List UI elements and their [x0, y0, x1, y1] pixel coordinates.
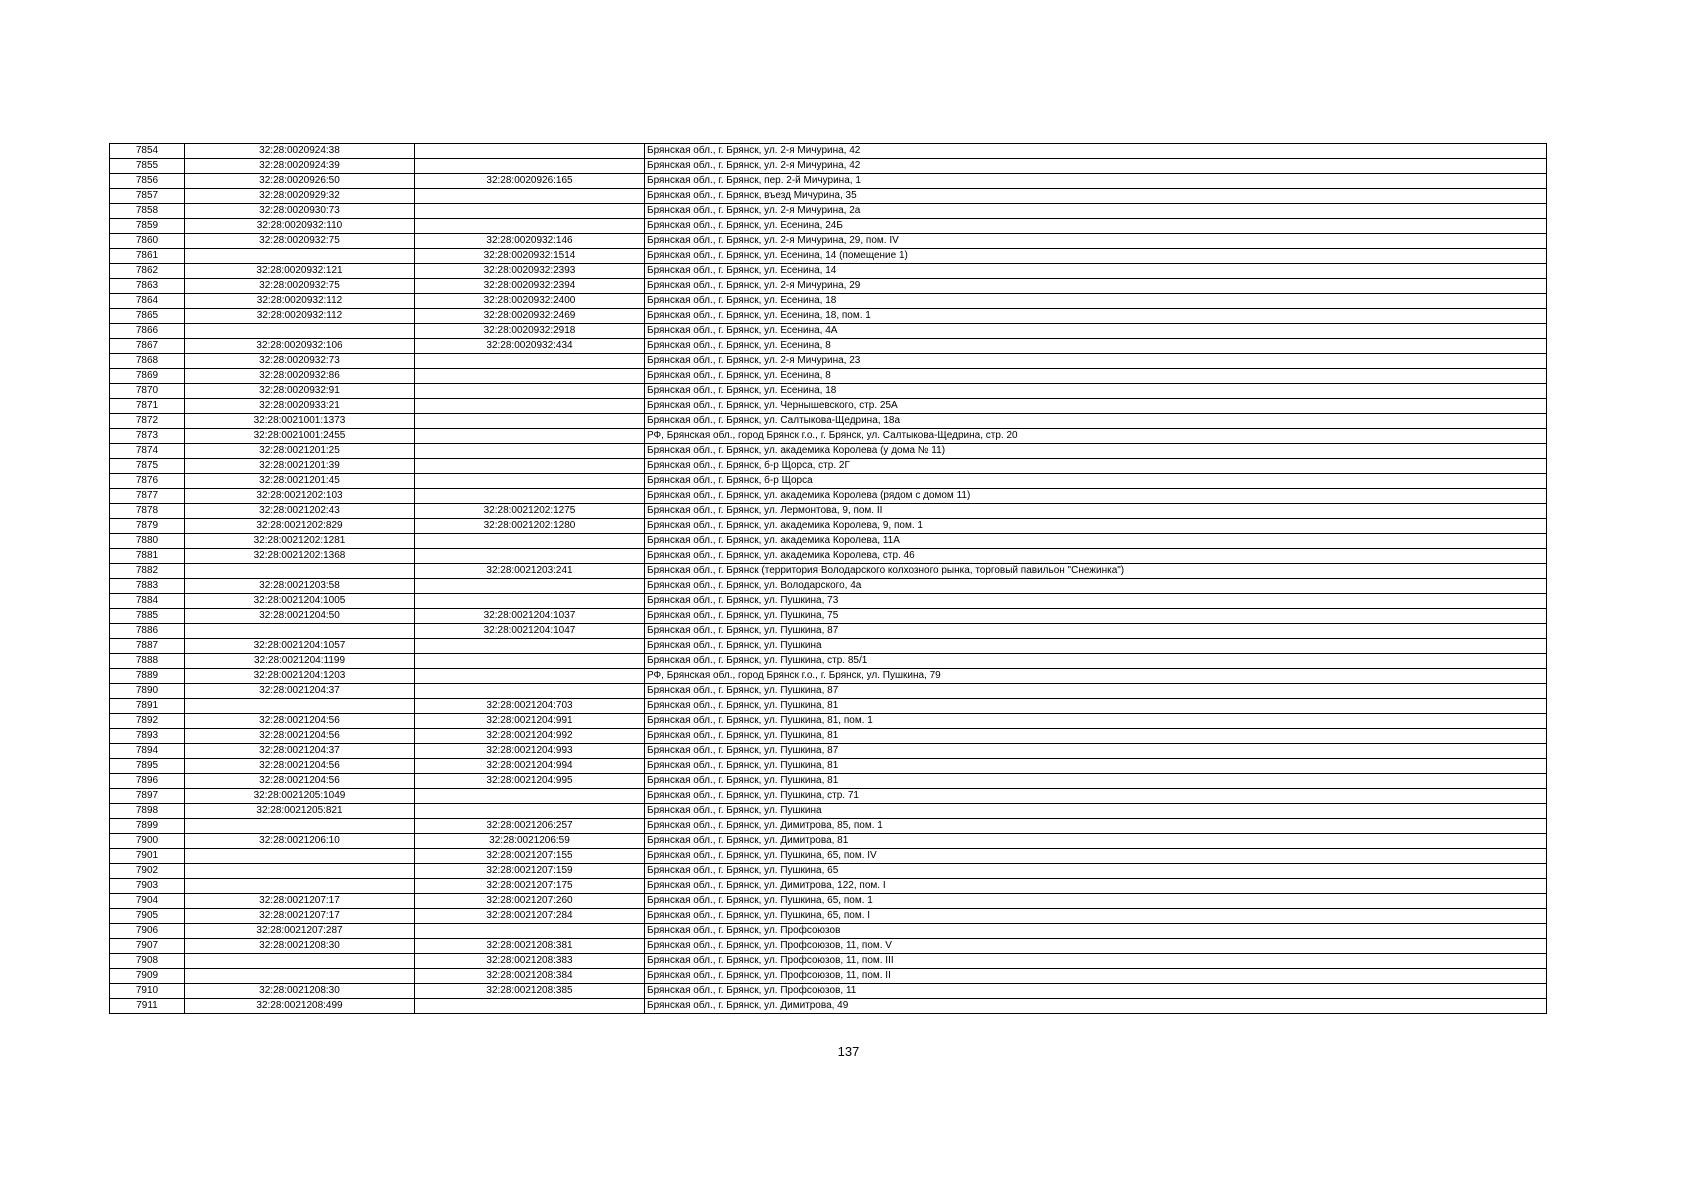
address-cell: Брянская обл., г. Брянск, ул. Пушкина, 81, пом. 1	[645, 714, 1547, 729]
row-number-cell: 7895	[110, 759, 185, 774]
land-cadastral-cell: 32:28:0021207:17	[185, 909, 415, 924]
land-cadastral-cell: 32:28:0021208:30	[185, 984, 415, 999]
land-cadastral-cell: 32:28:0021202:829	[185, 519, 415, 534]
row-number-cell: 7866	[110, 324, 185, 339]
table-row	[110, 474, 1547, 489]
table-row	[110, 729, 1547, 744]
row-number-cell: 7878	[110, 504, 185, 519]
land-cadastral-cell: 32:28:0021204:1005	[185, 594, 415, 609]
address-cell: Брянская обл., г. Брянск, ул. Пушкина, 87	[645, 744, 1547, 759]
row-number-cell: 7875	[110, 459, 185, 474]
object-cadastral-cell	[415, 789, 645, 804]
land-cadastral-cell	[185, 864, 415, 879]
land-cadastral-cell: 32:28:0021204:1199	[185, 654, 415, 669]
land-cadastral-cell: 32:28:0020932:112	[185, 294, 415, 309]
row-number-cell: 7871	[110, 399, 185, 414]
land-cadastral-cell: 32:28:0020932:75	[185, 279, 415, 294]
table-row	[110, 879, 1547, 894]
table-row	[110, 174, 1547, 189]
address-cell: РФ, Брянская обл., город Брянск г.о., г. Брянск, ул. Салтыкова-Щедрина, стр. 20	[645, 429, 1547, 444]
land-cadastral-cell: 32:28:0021202:1281	[185, 534, 415, 549]
object-cadastral-cell	[415, 579, 645, 594]
object-cadastral-cell: 32:28:0020932:2918	[415, 324, 645, 339]
table-row	[110, 609, 1547, 624]
row-number-cell: 7880	[110, 534, 185, 549]
table-row	[110, 294, 1547, 309]
land-cadastral-cell	[185, 849, 415, 864]
property-table	[109, 143, 1547, 1014]
table-row	[110, 639, 1547, 654]
table-row	[110, 789, 1547, 804]
land-cadastral-cell	[185, 624, 415, 639]
row-number-cell: 7859	[110, 219, 185, 234]
land-cadastral-cell: 32:28:0021001:1373	[185, 414, 415, 429]
table-row	[110, 279, 1547, 294]
row-number-cell: 7867	[110, 339, 185, 354]
address-cell: Брянская обл., г. Брянск, ул. Пушкина, 65, пом. I	[645, 909, 1547, 924]
land-cadastral-cell: 32:28:0020926:50	[185, 174, 415, 189]
land-cadastral-cell: 32:28:0020924:39	[185, 159, 415, 174]
object-cadastral-cell: 32:28:0021207:159	[415, 864, 645, 879]
land-cadastral-cell: 32:28:0020932:112	[185, 309, 415, 324]
land-cadastral-cell: 32:28:0020932:73	[185, 354, 415, 369]
address-cell: Брянская обл., г. Брянск, б-р Щорса, стр. 2Г	[645, 459, 1547, 474]
table-row	[110, 699, 1547, 714]
table-row	[110, 549, 1547, 564]
row-number-cell: 7899	[110, 819, 185, 834]
land-cadastral-cell: 32:28:0021206:10	[185, 834, 415, 849]
land-cadastral-cell: 32:28:0020924:38	[185, 144, 415, 159]
land-cadastral-cell	[185, 819, 415, 834]
land-cadastral-cell	[185, 879, 415, 894]
row-number-cell: 7898	[110, 804, 185, 819]
row-number-cell: 7908	[110, 954, 185, 969]
address-cell: Брянская обл., г. Брянск, ул. Пушкина, 87	[645, 684, 1547, 699]
land-cadastral-cell: 32:28:0021205:821	[185, 804, 415, 819]
row-number-cell: 7906	[110, 924, 185, 939]
table-row	[110, 864, 1547, 879]
object-cadastral-cell: 32:28:0021208:383	[415, 954, 645, 969]
address-cell: Брянская обл., г. Брянск, ул. Пушкина, 73	[645, 594, 1547, 609]
address-cell: Брянская обл., г. Брянск, ул. Есенина, 18	[645, 294, 1547, 309]
address-cell: Брянская обл., г. Брянск, ул. Есенина, 4А	[645, 324, 1547, 339]
address-cell: Брянская обл., г. Брянск, ул. академика Королева, стр. 46	[645, 549, 1547, 564]
table-row	[110, 774, 1547, 789]
row-number-cell: 7860	[110, 234, 185, 249]
table-row	[110, 369, 1547, 384]
table-row	[110, 819, 1547, 834]
table-row	[110, 654, 1547, 669]
row-number-cell: 7877	[110, 489, 185, 504]
row-number-cell: 7855	[110, 159, 185, 174]
row-number-cell: 7907	[110, 939, 185, 954]
address-cell: Брянская обл., г. Брянск, ул. Пушкина	[645, 639, 1547, 654]
table-row	[110, 519, 1547, 534]
address-cell: Брянская обл., г. Брянск, ул. Есенина, 24Б	[645, 219, 1547, 234]
object-cadastral-cell	[415, 414, 645, 429]
object-cadastral-cell	[415, 369, 645, 384]
row-number-cell: 7893	[110, 729, 185, 744]
object-cadastral-cell: 32:28:0021203:241	[415, 564, 645, 579]
address-cell: Брянская обл., г. Брянск, ул. академика Королева (у дома № 11)	[645, 444, 1547, 459]
object-cadastral-cell: 32:28:0020932:146	[415, 234, 645, 249]
object-cadastral-cell	[415, 549, 645, 564]
address-cell: Брянская обл., г. Брянск, ул. Есенина, 18	[645, 384, 1547, 399]
object-cadastral-cell	[415, 474, 645, 489]
row-number-cell: 7876	[110, 474, 185, 489]
address-cell: Брянская обл., г. Брянск (территория Володарского колхозного рынка, торговый павильон "Снежинка")	[645, 564, 1547, 579]
land-cadastral-cell: 32:28:0021202:43	[185, 504, 415, 519]
row-number-cell: 7911	[110, 999, 185, 1014]
land-cadastral-cell: 32:28:0021201:25	[185, 444, 415, 459]
land-cadastral-cell: 32:28:0021204:37	[185, 684, 415, 699]
land-cadastral-cell: 32:28:0021204:37	[185, 744, 415, 759]
row-number-cell: 7874	[110, 444, 185, 459]
object-cadastral-cell: 32:28:0021206:257	[415, 819, 645, 834]
address-cell: Брянская обл., г. Брянск, ул. 2-я Мичурина, 29	[645, 279, 1547, 294]
object-cadastral-cell: 32:28:0021204:994	[415, 759, 645, 774]
object-cadastral-cell: 32:28:0021208:384	[415, 969, 645, 984]
land-cadastral-cell: 32:28:0020932:110	[185, 219, 415, 234]
object-cadastral-cell	[415, 144, 645, 159]
row-number-cell: 7885	[110, 609, 185, 624]
object-cadastral-cell: 32:28:0020932:2394	[415, 279, 645, 294]
row-number-cell: 7879	[110, 519, 185, 534]
object-cadastral-cell	[415, 654, 645, 669]
row-number-cell: 7897	[110, 789, 185, 804]
address-cell: Брянская обл., г. Брянск, ул. Есенина, 18, пом. 1	[645, 309, 1547, 324]
property-table-body	[110, 144, 1547, 1014]
table-row	[110, 849, 1547, 864]
address-cell: Брянская обл., г. Брянск, ул. Лермонтова, 9, пом. II	[645, 504, 1547, 519]
row-number-cell: 7872	[110, 414, 185, 429]
row-number-cell: 7882	[110, 564, 185, 579]
address-cell: Брянская обл., г. Брянск, ул. Пушкина, 81	[645, 699, 1547, 714]
land-cadastral-cell: 32:28:0021203:58	[185, 579, 415, 594]
row-number-cell: 7864	[110, 294, 185, 309]
land-cadastral-cell: 32:28:0020933:21	[185, 399, 415, 414]
object-cadastral-cell: 32:28:0021206:59	[415, 834, 645, 849]
row-number-cell: 7863	[110, 279, 185, 294]
address-cell: Брянская обл., г. Брянск, ул. Пушкина, 65, пом. 1	[645, 894, 1547, 909]
table-row	[110, 264, 1547, 279]
row-number-cell: 7905	[110, 909, 185, 924]
land-cadastral-cell: 32:28:0021204:50	[185, 609, 415, 624]
address-cell: Брянская обл., г. Брянск, ул. Профсоюзов, 11	[645, 984, 1547, 999]
object-cadastral-cell	[415, 189, 645, 204]
object-cadastral-cell	[415, 924, 645, 939]
row-number-cell: 7887	[110, 639, 185, 654]
table-row	[110, 534, 1547, 549]
row-number-cell: 7910	[110, 984, 185, 999]
table-row	[110, 384, 1547, 399]
object-cadastral-cell: 32:28:0020932:1514	[415, 249, 645, 264]
object-cadastral-cell: 32:28:0021207:175	[415, 879, 645, 894]
land-cadastral-cell: 32:28:0021204:56	[185, 729, 415, 744]
table-row	[110, 429, 1547, 444]
object-cadastral-cell	[415, 684, 645, 699]
object-cadastral-cell: 32:28:0021204:991	[415, 714, 645, 729]
land-cadastral-cell: 32:28:0021201:39	[185, 459, 415, 474]
table-row	[110, 504, 1547, 519]
table-row	[110, 969, 1547, 984]
table-row	[110, 594, 1547, 609]
land-cadastral-cell	[185, 324, 415, 339]
address-cell: Брянская обл., г. Брянск, ул. академика Королева, 9, пом. 1	[645, 519, 1547, 534]
address-cell: Брянская обл., г. Брянск, ул. 2-я Мичурина, 29, пом. IV	[645, 234, 1547, 249]
land-cadastral-cell: 32:28:0020932:106	[185, 339, 415, 354]
table-row	[110, 909, 1547, 924]
land-cadastral-cell: 32:28:0021001:2455	[185, 429, 415, 444]
address-cell: Брянская обл., г. Брянск, ул. академика Королева (рядом с домом 11)	[645, 489, 1547, 504]
page-number: 137	[837, 1044, 860, 1059]
address-cell: Брянская обл., г. Брянск, ул. 2-я Мичурина, 23	[645, 354, 1547, 369]
object-cadastral-cell: 32:28:0021207:284	[415, 909, 645, 924]
land-cadastral-cell: 32:28:0021208:30	[185, 939, 415, 954]
land-cadastral-cell: 32:28:0020929:32	[185, 189, 415, 204]
address-cell: РФ, Брянская обл., город Брянск г.о., г. Брянск, ул. Пушкина, 79	[645, 669, 1547, 684]
land-cadastral-cell: 32:28:0021204:1057	[185, 639, 415, 654]
object-cadastral-cell: 32:28:0020932:434	[415, 339, 645, 354]
object-cadastral-cell	[415, 354, 645, 369]
address-cell: Брянская обл., г. Брянск, ул. Володарского, 4а	[645, 579, 1547, 594]
table-row	[110, 924, 1547, 939]
address-cell: Брянская обл., г. Брянск, ул. Димитрова, 81	[645, 834, 1547, 849]
row-number-cell: 7870	[110, 384, 185, 399]
table-row	[110, 804, 1547, 819]
land-cadastral-cell: 32:28:0020930:73	[185, 204, 415, 219]
table-row	[110, 984, 1547, 999]
land-cadastral-cell: 32:28:0021204:56	[185, 759, 415, 774]
row-number-cell: 7869	[110, 369, 185, 384]
address-cell: Брянская обл., г. Брянск, ул. Профсоюзов, 11, пом. III	[645, 954, 1547, 969]
object-cadastral-cell: 32:28:0020932:2469	[415, 309, 645, 324]
land-cadastral-cell: 32:28:0021204:56	[185, 774, 415, 789]
object-cadastral-cell: 32:28:0021208:381	[415, 939, 645, 954]
address-cell: Брянская обл., г. Брянск, ул. Есенина, 14	[645, 264, 1547, 279]
table-row	[110, 579, 1547, 594]
land-cadastral-cell: 32:28:0021201:45	[185, 474, 415, 489]
table-row	[110, 684, 1547, 699]
row-number-cell: 7894	[110, 744, 185, 759]
object-cadastral-cell: 32:28:0021202:1275	[415, 504, 645, 519]
table-row	[110, 444, 1547, 459]
table-row	[110, 414, 1547, 429]
address-cell: Брянская обл., г. Брянск, въезд Мичурина, 35	[645, 189, 1547, 204]
row-number-cell: 7854	[110, 144, 185, 159]
address-cell: Брянская обл., г. Брянск, ул. Димитрова, 122, пом. I	[645, 879, 1547, 894]
table-row	[110, 339, 1547, 354]
land-cadastral-cell: 32:28:0021202:1368	[185, 549, 415, 564]
row-number-cell: 7873	[110, 429, 185, 444]
object-cadastral-cell	[415, 159, 645, 174]
row-number-cell: 7888	[110, 654, 185, 669]
object-cadastral-cell	[415, 669, 645, 684]
object-cadastral-cell: 32:28:0020926:165	[415, 174, 645, 189]
address-cell: Брянская обл., г. Брянск, ул. Профсоюзов	[645, 924, 1547, 939]
land-cadastral-cell	[185, 249, 415, 264]
table-row	[110, 669, 1547, 684]
address-cell: Брянская обл., г. Брянск, ул. Пушкина, 75	[645, 609, 1547, 624]
object-cadastral-cell	[415, 219, 645, 234]
object-cadastral-cell: 32:28:0021204:995	[415, 774, 645, 789]
object-cadastral-cell: 32:28:0021204:1047	[415, 624, 645, 639]
row-number-cell: 7891	[110, 699, 185, 714]
object-cadastral-cell	[415, 399, 645, 414]
object-cadastral-cell	[415, 444, 645, 459]
table-row	[110, 234, 1547, 249]
land-cadastral-cell: 32:28:0021204:1203	[185, 669, 415, 684]
object-cadastral-cell: 32:28:0021204:1037	[415, 609, 645, 624]
table-row	[110, 309, 1547, 324]
land-cadastral-cell: 32:28:0021207:287	[185, 924, 415, 939]
table-row	[110, 204, 1547, 219]
address-cell: Брянская обл., г. Брянск, ул. Пушкина, стр. 71	[645, 789, 1547, 804]
land-cadastral-cell: 32:28:0020932:91	[185, 384, 415, 399]
row-number-cell: 7862	[110, 264, 185, 279]
land-cadastral-cell: 32:28:0021207:17	[185, 894, 415, 909]
land-cadastral-cell: 32:28:0021204:56	[185, 714, 415, 729]
address-cell: Брянская обл., г. Брянск, ул. Пушкина, 81	[645, 729, 1547, 744]
table-row	[110, 189, 1547, 204]
land-cadastral-cell	[185, 954, 415, 969]
row-number-cell: 7865	[110, 309, 185, 324]
address-cell: Брянская обл., г. Брянск, ул. Димитрова, 49	[645, 999, 1547, 1014]
table-row	[110, 489, 1547, 504]
row-number-cell: 7886	[110, 624, 185, 639]
address-cell: Брянская обл., г. Брянск, ул. академика Королева, 11А	[645, 534, 1547, 549]
address-cell: Брянская обл., г. Брянск, ул. 2-я Мичурина, 42	[645, 144, 1547, 159]
object-cadastral-cell	[415, 384, 645, 399]
table-row	[110, 759, 1547, 774]
table-row	[110, 624, 1547, 639]
row-number-cell: 7889	[110, 669, 185, 684]
object-cadastral-cell	[415, 999, 645, 1014]
row-number-cell: 7861	[110, 249, 185, 264]
row-number-cell: 7884	[110, 594, 185, 609]
row-number-cell: 7904	[110, 894, 185, 909]
row-number-cell: 7903	[110, 879, 185, 894]
address-cell: Брянская обл., г. Брянск, ул. Профсоюзов, 11, пом. II	[645, 969, 1547, 984]
object-cadastral-cell	[415, 639, 645, 654]
table-row	[110, 249, 1547, 264]
object-cadastral-cell: 32:28:0021207:155	[415, 849, 645, 864]
address-cell: Брянская обл., г. Брянск, ул. Салтыкова-Щедрина, 18а	[645, 414, 1547, 429]
object-cadastral-cell	[415, 489, 645, 504]
object-cadastral-cell: 32:28:0021208:385	[415, 984, 645, 999]
row-number-cell: 7902	[110, 864, 185, 879]
row-number-cell: 7890	[110, 684, 185, 699]
object-cadastral-cell	[415, 459, 645, 474]
row-number-cell: 7909	[110, 969, 185, 984]
row-number-cell: 7900	[110, 834, 185, 849]
row-number-cell: 7858	[110, 204, 185, 219]
row-number-cell: 7901	[110, 849, 185, 864]
table-row	[110, 219, 1547, 234]
table-row	[110, 744, 1547, 759]
row-number-cell: 7896	[110, 774, 185, 789]
object-cadastral-cell	[415, 204, 645, 219]
row-number-cell: 7857	[110, 189, 185, 204]
address-cell: Брянская обл., г. Брянск, ул. Есенина, 14 (помещение 1)	[645, 249, 1547, 264]
object-cadastral-cell	[415, 534, 645, 549]
object-cadastral-cell	[415, 594, 645, 609]
table-row	[110, 159, 1547, 174]
address-cell: Брянская обл., г. Брянск, ул. Чернышевского, стр. 25А	[645, 399, 1547, 414]
object-cadastral-cell	[415, 429, 645, 444]
table-row	[110, 459, 1547, 474]
address-cell: Брянская обл., г. Брянск, ул. Пушкина	[645, 804, 1547, 819]
table-row	[110, 714, 1547, 729]
address-cell: Брянская обл., г. Брянск, б-р Щорса	[645, 474, 1547, 489]
table-row	[110, 954, 1547, 969]
address-cell: Брянская обл., г. Брянск, ул. Профсоюзов, 11, пом. V	[645, 939, 1547, 954]
address-cell: Брянская обл., г. Брянск, ул. Пушкина, 81	[645, 759, 1547, 774]
land-cadastral-cell: 32:28:0021208:499	[185, 999, 415, 1014]
row-number-cell: 7892	[110, 714, 185, 729]
address-cell: Брянская обл., г. Брянск, ул. Пушкина, 81	[645, 774, 1547, 789]
table-row	[110, 999, 1547, 1014]
address-cell: Брянская обл., г. Брянск, ул. Пушкина, 87	[645, 624, 1547, 639]
table-row	[110, 144, 1547, 159]
land-cadastral-cell: 32:28:0021202:103	[185, 489, 415, 504]
address-cell: Брянская обл., г. Брянск, ул. Димитрова, 85, пом. 1	[645, 819, 1547, 834]
row-number-cell: 7881	[110, 549, 185, 564]
table-row	[110, 324, 1547, 339]
land-cadastral-cell: 32:28:0020932:121	[185, 264, 415, 279]
object-cadastral-cell	[415, 804, 645, 819]
object-cadastral-cell: 32:28:0021207:260	[415, 894, 645, 909]
address-cell: Брянская обл., г. Брянск, ул. Пушкина, стр. 85/1	[645, 654, 1547, 669]
object-cadastral-cell: 32:28:0021204:992	[415, 729, 645, 744]
address-cell: Брянская обл., г. Брянск, ул. 2-я Мичурина, 2а	[645, 204, 1547, 219]
object-cadastral-cell: 32:28:0020932:2400	[415, 294, 645, 309]
object-cadastral-cell: 32:28:0021204:703	[415, 699, 645, 714]
address-cell: Брянская обл., г. Брянск, ул. Есенина, 8	[645, 339, 1547, 354]
land-cadastral-cell	[185, 699, 415, 714]
address-cell: Брянская обл., г. Брянск, пер. 2-й Мичурина, 1	[645, 174, 1547, 189]
table-row	[110, 939, 1547, 954]
land-cadastral-cell: 32:28:0020932:86	[185, 369, 415, 384]
table-row	[110, 399, 1547, 414]
object-cadastral-cell: 32:28:0021204:993	[415, 744, 645, 759]
row-number-cell: 7856	[110, 174, 185, 189]
object-cadastral-cell: 32:28:0021202:1280	[415, 519, 645, 534]
row-number-cell: 7868	[110, 354, 185, 369]
row-number-cell: 7883	[110, 579, 185, 594]
land-cadastral-cell	[185, 564, 415, 579]
table-row	[110, 564, 1547, 579]
address-cell: Брянская обл., г. Брянск, ул. Пушкина, 65, пом. IV	[645, 849, 1547, 864]
object-cadastral-cell: 32:28:0020932:2393	[415, 264, 645, 279]
table-row	[110, 354, 1547, 369]
land-cadastral-cell	[185, 969, 415, 984]
table-row	[110, 894, 1547, 909]
table-row	[110, 834, 1547, 849]
land-cadastral-cell: 32:28:0020932:75	[185, 234, 415, 249]
address-cell: Брянская обл., г. Брянск, ул. Есенина, 8	[645, 369, 1547, 384]
land-cadastral-cell: 32:28:0021205:1049	[185, 789, 415, 804]
address-cell: Брянская обл., г. Брянск, ул. Пушкина, 65	[645, 864, 1547, 879]
address-cell: Брянская обл., г. Брянск, ул. 2-я Мичурина, 42	[645, 159, 1547, 174]
